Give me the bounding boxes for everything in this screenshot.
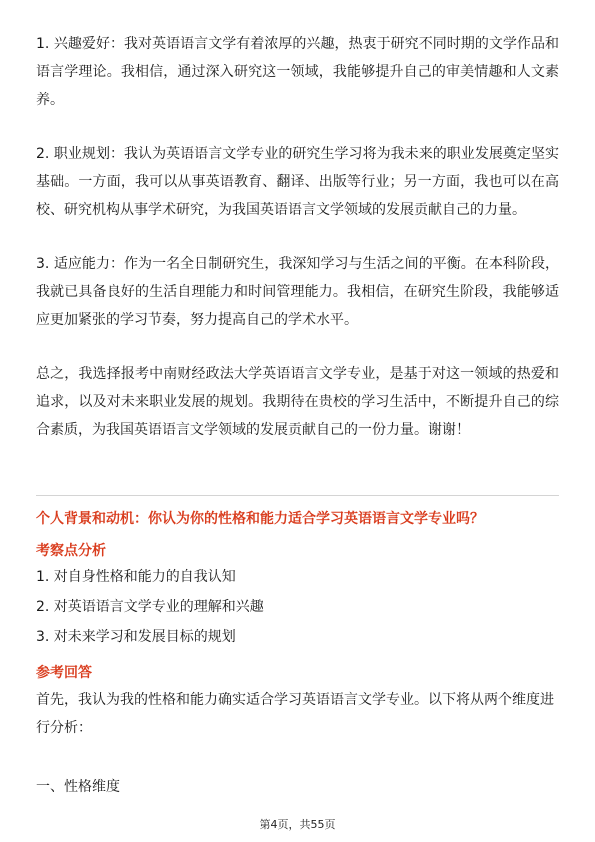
paragraph-conclusion: 总之，我选择报考中南财经政法大学英语语言文学专业，是基于对这一领域的热爱和追求，以及对未来职业发展的规划。我期待在贵校的学习生活中，不断提升自己的综合素质，为我国英语语言文学领域的发展贡献自己的一份力量。谢谢！ bbox=[36, 366, 559, 438]
analysis-item: 2. 对英语语言文学专业的理解和兴趣 bbox=[36, 599, 264, 615]
section-divider bbox=[36, 495, 559, 496]
reference-heading: 参考回答 bbox=[36, 665, 92, 681]
page-number: 第4页，共55页 bbox=[259, 818, 336, 831]
analysis-item: 1. 对自身性格和能力的自我认知 bbox=[36, 569, 236, 585]
analysis-item: 3. 对未来学习和发展目标的规划 bbox=[36, 629, 236, 645]
paragraph-interest: 1. 兴趣爱好：我对英语语言文学有着浓厚的兴趣，热衷于研究不同时期的文学作品和语言学理论。我相信，通过深入研究这一领域，我能够提升自己的审美情趣和人文素养。 bbox=[36, 36, 559, 108]
reference-sub-heading: 一、性格维度 bbox=[36, 779, 120, 795]
previous-answer-body bbox=[36, 30, 559, 444]
paragraph-adaptability: 3. 适应能力：作为一名全日制研究生，我深知学习与生活之间的平衡。在本科阶段，我就已具备良好的生活自理能力和时间管理能力。我相信，在研究生阶段，我能够适应更加紧张的学习节奏，努力提高自己的学术水平。 bbox=[36, 256, 559, 328]
analysis-heading: 考察点分析 bbox=[36, 543, 106, 559]
reference-answer-text: 首先，我认为我的性格和能力确实适合学习英语语言文学专业。以下将从两个维度进行分析： bbox=[36, 692, 554, 736]
question-title: 个人背景和动机：你认为你的性格和能力适合学习英语语言文学专业吗？ bbox=[36, 511, 484, 527]
paragraph-career: 2. 职业规划：我认为英语语言文学专业的研究生学习将为我未来的职业发展奠定坚实基础。一方面，我可以从事英语教育、翻译、出版等行业；另一方面，我也可以在高校、研究机构从事学术研究，为我国英语语言文学领域的发展贡献自己的力量。 bbox=[36, 146, 559, 218]
question-section bbox=[36, 506, 559, 800]
